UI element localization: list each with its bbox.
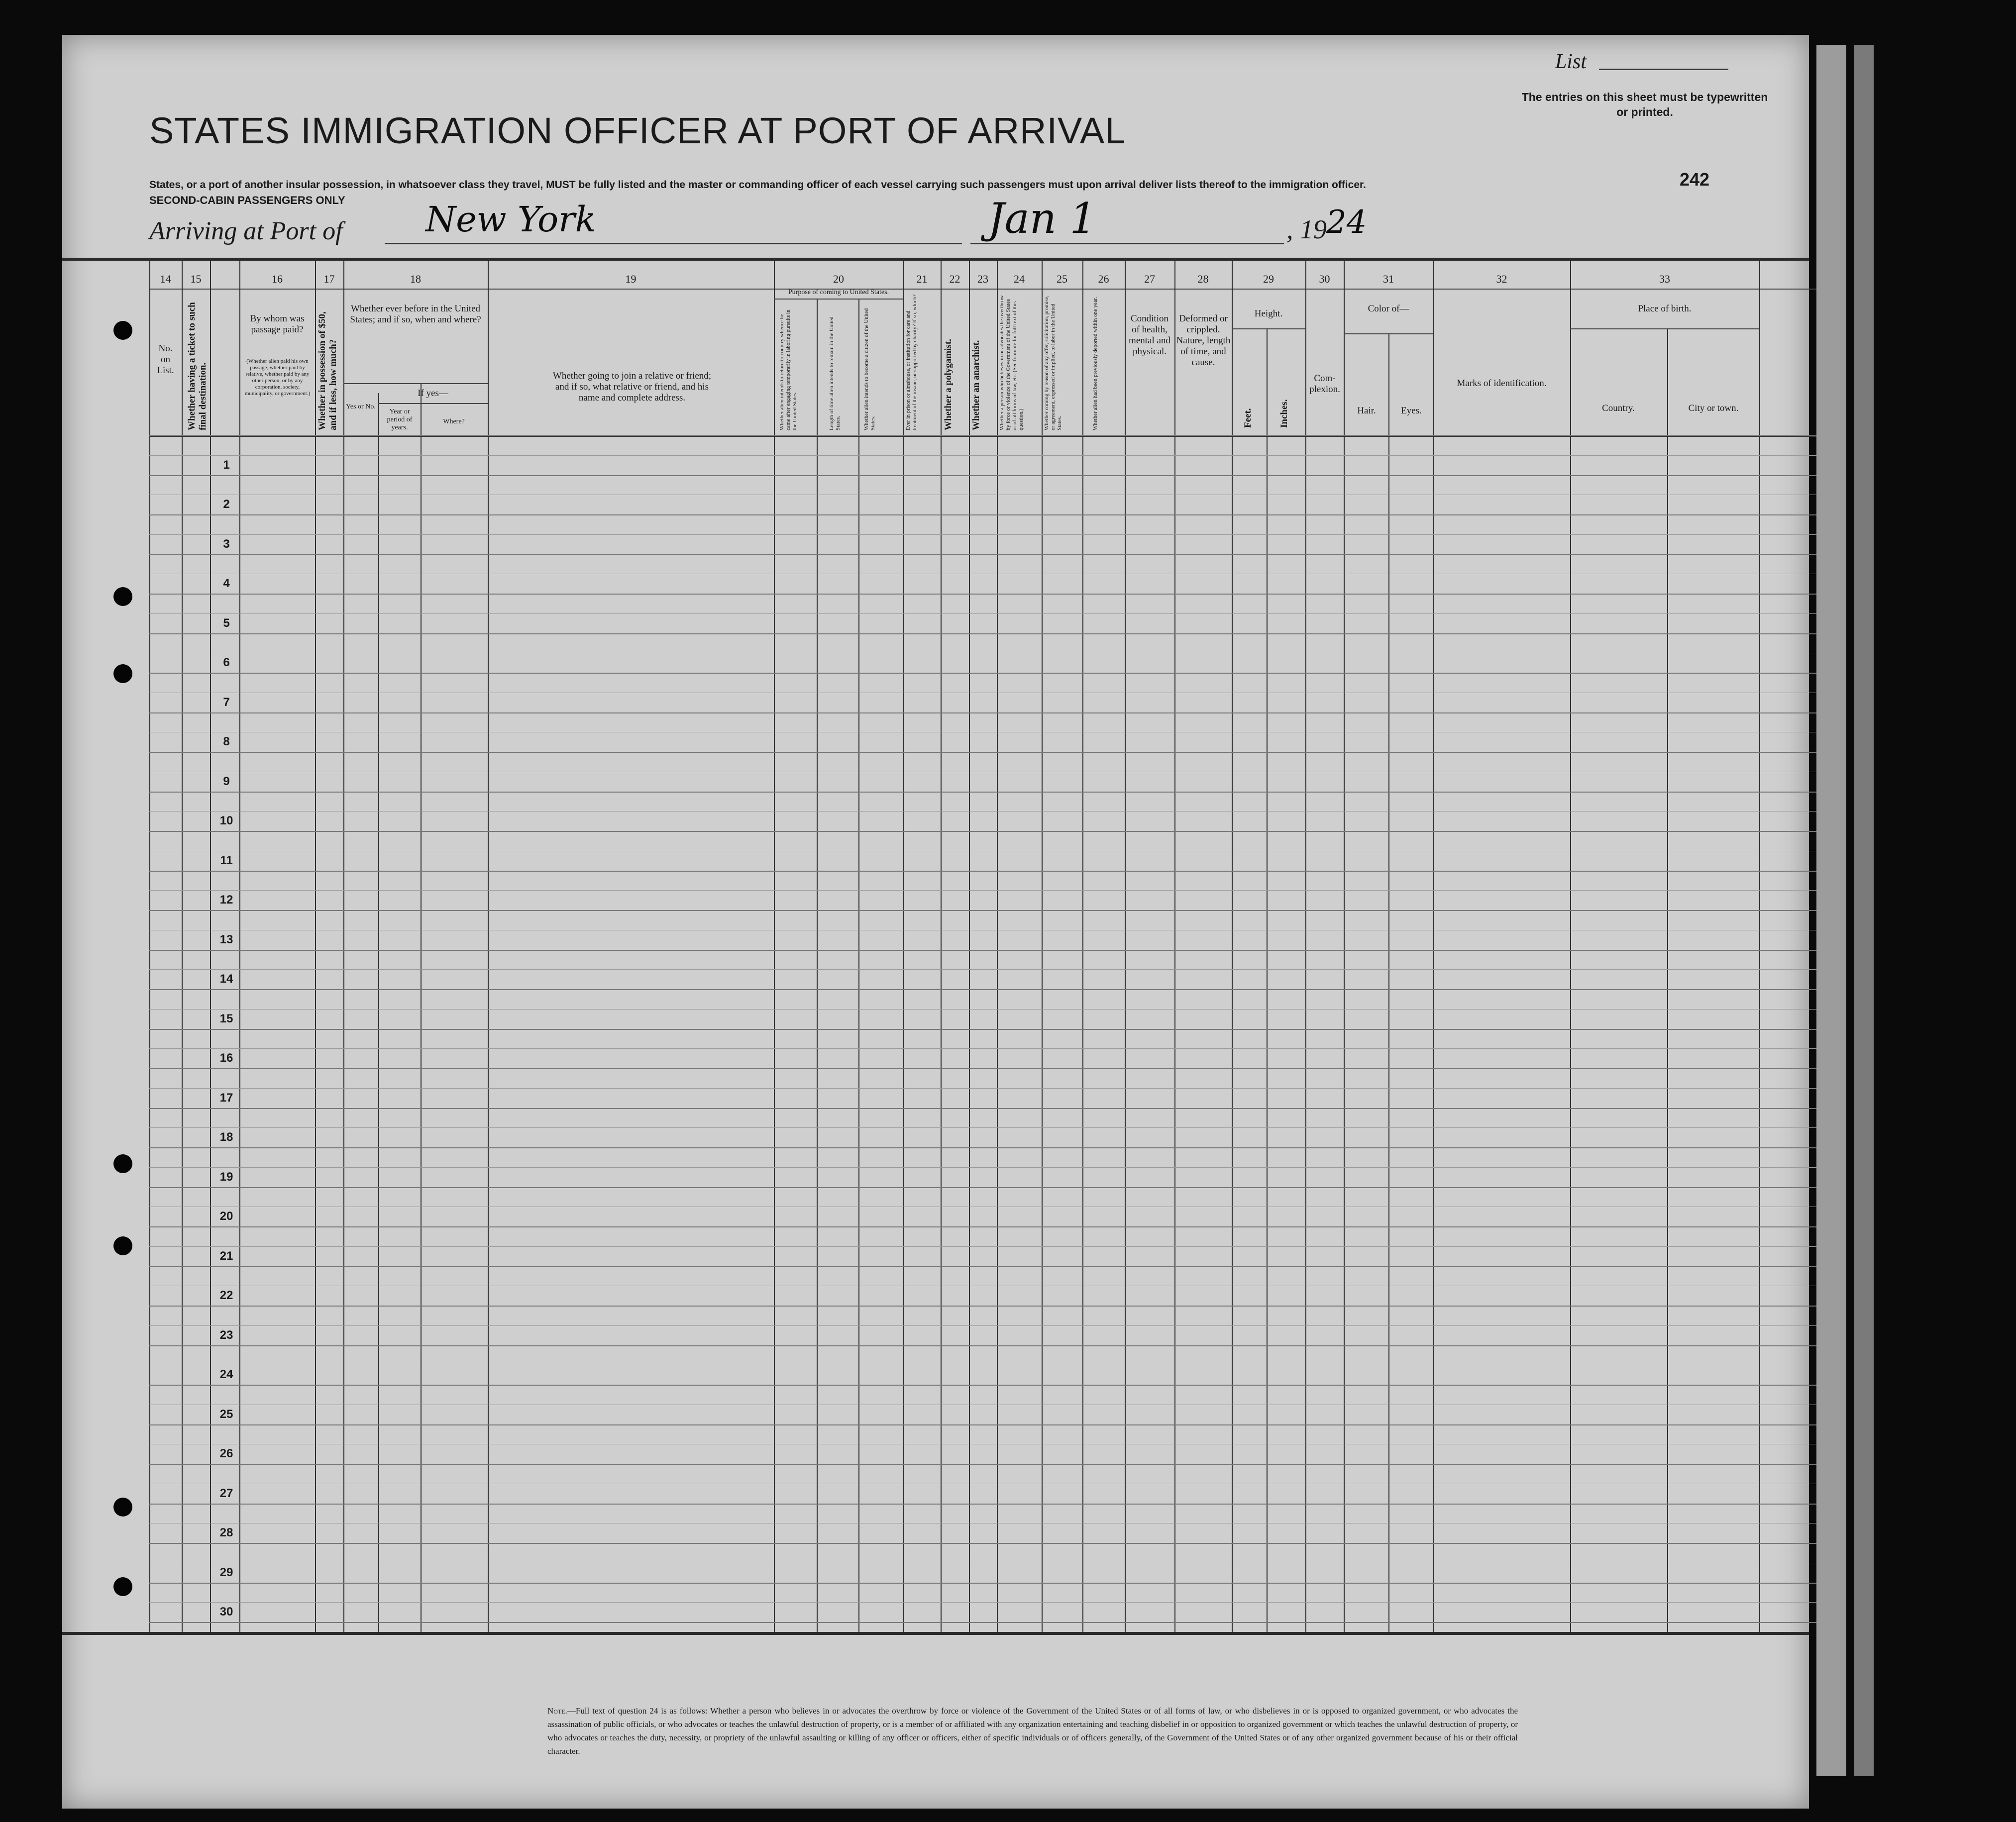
row-subrule	[149, 613, 1821, 614]
row-rule	[149, 514, 1821, 515]
entries-note: The entries on this sheet must be typewritten or printed.	[1521, 91, 1768, 118]
row-rule	[149, 989, 1821, 990]
row-rule	[149, 1345, 1821, 1346]
col-line	[1305, 258, 1306, 1632]
row-number: 19	[219, 1170, 233, 1184]
header-c22: Whether a polygamist.	[943, 339, 954, 430]
header-c24: Whether a person who believes in or advocates the overthrow by force or violence of the Government of the United States or of all forms of law, etc. (See footnote for full text of this question.)	[999, 295, 1024, 430]
header-c20b: Length of time alien intends to remain in the United States.	[829, 316, 841, 430]
col-line	[941, 258, 942, 1632]
row-number: 2	[223, 498, 230, 511]
row-rule	[149, 950, 1821, 951]
row-number: 5	[223, 616, 230, 630]
col-line	[488, 258, 489, 1632]
row-rule	[149, 1504, 1821, 1505]
colnum-30: 30	[1319, 273, 1330, 285]
header-c30: Com-plexion.	[1309, 373, 1340, 395]
header-c32: Marks of identification.	[1457, 378, 1547, 389]
c29-sub-rule	[1232, 328, 1305, 329]
row-rule	[149, 554, 1821, 555]
footnote	[547, 1704, 1518, 1758]
c20-sub-rule	[774, 299, 903, 300]
row-subrule	[149, 1167, 1821, 1168]
colnum-21: 21	[916, 273, 928, 285]
header-c33-title: Place of birth.	[1638, 304, 1692, 314]
page-title: STATES IMMIGRATION OFFICER AT PORT OF ARRIVAL	[149, 110, 1126, 151]
row-rule	[149, 910, 1821, 911]
row-number: 13	[219, 932, 233, 946]
row-number: 4	[223, 577, 230, 590]
colnum-22: 22	[949, 273, 960, 285]
colnum-31: 31	[1383, 273, 1394, 285]
row-number: 18	[219, 1130, 233, 1144]
row-number: 6	[223, 656, 230, 669]
row-subrule	[149, 1602, 1821, 1603]
col-line	[1344, 258, 1345, 1632]
header-c20-title: Purpose of coming to United States.	[788, 289, 889, 296]
binder-hole	[113, 1577, 132, 1596]
header-c17: Whether in possession of $50, and if less, how much?	[317, 311, 338, 430]
header-c31-hair: Hair.	[1357, 405, 1376, 416]
row-subrule	[149, 1325, 1821, 1326]
row-rule	[149, 435, 1821, 436]
row-number: 8	[223, 735, 230, 748]
header-c28: Deformed or crippled. Nature, length of time, and cause.	[1176, 313, 1231, 368]
row-rule	[149, 1583, 1821, 1584]
col-line	[774, 258, 775, 1632]
date-year-prefix: , 19	[1286, 214, 1327, 244]
row-number: 11	[220, 853, 233, 867]
row-rule	[149, 1029, 1821, 1030]
header-c18-title: Whether ever before in the United States; and if so, when and where?	[350, 304, 481, 325]
row-number: 26	[219, 1447, 233, 1460]
binder-hole	[113, 664, 132, 683]
colnum-14: 14	[160, 273, 171, 285]
binder-hole	[113, 1154, 132, 1173]
row-number: 20	[219, 1210, 233, 1223]
row-rule	[149, 633, 1821, 634]
header-c15: Whether having a ticket to such final destination.	[187, 302, 208, 430]
header-c20c: Whether alien intends to become a citizen of the United States.	[863, 308, 876, 430]
header-c19: Whether going to join a relative or friend; and if so, what relative or friend, and his name and complete address.	[552, 371, 712, 403]
row-number: 30	[219, 1605, 233, 1619]
list-number-line	[1599, 69, 1728, 70]
header-c18-where: Where?	[443, 418, 465, 425]
header-c31-title: Color of—	[1368, 304, 1409, 314]
colnum-20: 20	[833, 273, 844, 285]
col-line	[969, 258, 970, 1632]
instructions-text: States, or a port of another insular possession, in whatsoever class they travel, MUST be fully listed and the master or commanding officer of each vessel carrying such passengers must upon arrival deliver lists thereof to the immigration officer.	[149, 179, 1366, 191]
header-c18-ifyes: If yes—	[418, 388, 448, 399]
binder-hole	[113, 1236, 132, 1255]
colnum-16: 16	[272, 273, 283, 285]
header-c31-eyes: Eyes.	[1401, 405, 1422, 416]
row-subrule	[149, 455, 1821, 456]
colnum-33: 33	[1659, 273, 1670, 285]
row-subrule	[149, 1048, 1821, 1049]
colnum-17: 17	[323, 273, 335, 285]
col-line	[1042, 258, 1043, 1632]
col-line	[1388, 333, 1389, 1632]
row-rule	[149, 1424, 1821, 1425]
col-line	[1232, 258, 1233, 1632]
binder-hole	[113, 587, 132, 606]
manifest-sheet	[62, 35, 1809, 1809]
table-bottom-rule	[62, 1632, 1809, 1635]
row-number: 28	[219, 1526, 233, 1539]
row-rule	[149, 1226, 1821, 1227]
row-number: 9	[223, 774, 230, 788]
col-line	[1759, 258, 1760, 1632]
header-c21: Ever in prison or almshouse, or institution for care and treatment of the insane, or supported by charity? If so, which?	[905, 294, 918, 430]
row-rule	[149, 1385, 1821, 1386]
col-line	[1267, 328, 1268, 1632]
header-c29-feet: Feet.	[1243, 408, 1253, 428]
row-number: 25	[219, 1407, 233, 1421]
colnum-19: 19	[625, 273, 637, 285]
col-line	[858, 299, 859, 1632]
colnum-29: 29	[1263, 273, 1274, 285]
handwritten-year: 24	[1326, 204, 1367, 241]
row-number: 1	[223, 458, 230, 472]
handwritten-port: New York	[425, 199, 596, 240]
header-c16-note: (Whether alien paid his own passage, whether paid by relative, whether paid by any other person, or by any corporation, society, municipality, or government.)	[244, 358, 311, 397]
row-rule	[149, 1543, 1821, 1544]
col-line	[1082, 258, 1083, 1632]
row-rule	[149, 673, 1821, 674]
row-subrule	[149, 1088, 1821, 1089]
row-subrule	[149, 1246, 1821, 1247]
row-rule	[149, 712, 1821, 713]
sheet-number: 242	[1680, 169, 1710, 190]
colnum-27: 27	[1144, 273, 1155, 285]
row-rule	[149, 1464, 1821, 1465]
col-line	[182, 258, 183, 1632]
header-c18-yesno: Yes or No.	[346, 403, 376, 410]
row-rule	[149, 1622, 1821, 1623]
colnum-24: 24	[1014, 273, 1025, 285]
col-line	[1125, 258, 1126, 1632]
row-subrule	[149, 969, 1821, 970]
colnum-32: 32	[1496, 273, 1507, 285]
row-number: 27	[219, 1486, 233, 1500]
binder-hole	[113, 1498, 132, 1517]
row-number: 17	[219, 1091, 233, 1105]
colnum-25: 25	[1057, 273, 1067, 285]
col-line	[817, 299, 818, 1632]
list-label: List	[1555, 50, 1587, 73]
colnum-23: 23	[977, 273, 988, 285]
row-number: 7	[223, 695, 230, 709]
header-c27: Condition of health, mental and physical.	[1129, 313, 1170, 357]
colnum-18: 18	[410, 273, 421, 285]
row-rule	[149, 1068, 1821, 1069]
row-rule	[149, 831, 1821, 832]
row-number: 10	[219, 814, 233, 827]
header-c14: No. on List.	[157, 343, 174, 376]
cabin-class-label: SECOND-CABIN PASSENGERS ONLY	[149, 194, 345, 206]
binder-hole	[113, 321, 132, 340]
date-line	[970, 243, 1284, 244]
colnum-26: 26	[1098, 273, 1109, 285]
row-number: 12	[219, 893, 233, 907]
row-rule	[149, 1266, 1821, 1267]
c18-sub-rule	[343, 383, 488, 384]
footnote-lead: Note.	[547, 1706, 567, 1716]
row-number: 24	[219, 1368, 233, 1381]
row-number: 14	[219, 972, 233, 986]
row-number: 16	[219, 1051, 233, 1065]
header-c26: Whether alien had been previously deported within one year.	[1092, 297, 1098, 430]
header-c29-title: Height.	[1254, 308, 1283, 319]
col-line	[1667, 328, 1668, 1632]
col-line	[1174, 258, 1175, 1632]
col-line	[210, 258, 211, 1632]
col-line	[1570, 258, 1571, 1632]
arriving-label: Arriving at Port of	[149, 217, 343, 245]
port-line	[385, 243, 962, 244]
colnum-15: 15	[190, 273, 202, 285]
page-edge	[1854, 45, 1874, 1776]
row-subrule	[149, 1009, 1821, 1010]
row-rule	[149, 1306, 1821, 1307]
col-line	[343, 258, 344, 1632]
row-rule	[149, 871, 1821, 872]
header-c23: Whether an anarchist.	[971, 340, 981, 430]
table-top-rule	[62, 258, 1809, 261]
header-c29-inches: Inches.	[1279, 399, 1289, 428]
col-line	[997, 258, 998, 1632]
col-line	[903, 258, 904, 1632]
colnum-28: 28	[1197, 273, 1209, 285]
row-rule	[149, 792, 1821, 793]
handwritten-date: Jan 1	[988, 194, 1096, 243]
row-subrule	[149, 534, 1821, 535]
row-rule	[149, 1108, 1821, 1109]
row-number: 15	[219, 1012, 233, 1025]
header-c33-city: City or town.	[1688, 403, 1739, 413]
row-rule	[149, 594, 1821, 595]
row-subrule	[149, 1127, 1821, 1128]
footnote-text: —Full text of question 24 is as follows: Whether a person who believes in or advocates the overthrow by force or violence of the Government of the United States or of all forms of law, or who disbelieves in or is opposed to organized government, or who advocates the assassination of public officials, or who advocates or teaches the unlawful destruction of property, or is a member of or affiliated with any organization entertaining and teaching disbelief in or opposition to organized government or which teaches the unlawful destruction of property, or who advocates or teaches the duty, necessity, or propriety of the unlawful assaulting or killing of any officer or officers, either of specific individuals or of officers generally, of the Government of the United States or of any other organized government because of his or their official character.	[547, 1706, 1518, 1756]
row-number: 23	[219, 1328, 233, 1342]
col-line	[421, 383, 422, 1632]
col-line	[1433, 258, 1434, 1632]
header-c18-years: Year or period of years.	[387, 408, 413, 431]
row-number: 22	[219, 1289, 233, 1302]
col-line	[378, 393, 379, 1632]
c18-ifyes-rule	[378, 403, 488, 404]
col-line	[149, 258, 150, 1632]
header-c33-country: Country.	[1602, 403, 1635, 413]
row-rule	[149, 1147, 1821, 1148]
header-c16-title: By whom was passage paid?	[250, 313, 305, 335]
row-subrule	[149, 890, 1821, 891]
row-rule	[149, 1187, 1821, 1188]
row-rule	[149, 752, 1821, 753]
page-edge	[1816, 45, 1846, 1776]
row-number: 21	[219, 1249, 233, 1263]
row-rule	[149, 475, 1821, 476]
header-c25: Whether coming by reason of any offer, solicitation, promise, or agreement, expressed or implied, to labor in the United States.	[1044, 296, 1062, 430]
header-c20a: Whether alien intends to return to country whence he came after engaging temporarily in laboring pursuits in the United States.	[779, 309, 798, 430]
c33-sub-rule	[1570, 328, 1759, 329]
row-number: 3	[223, 537, 230, 551]
col-line	[315, 258, 316, 1632]
c31-sub-rule	[1344, 333, 1433, 334]
row-number: 29	[219, 1565, 233, 1579]
